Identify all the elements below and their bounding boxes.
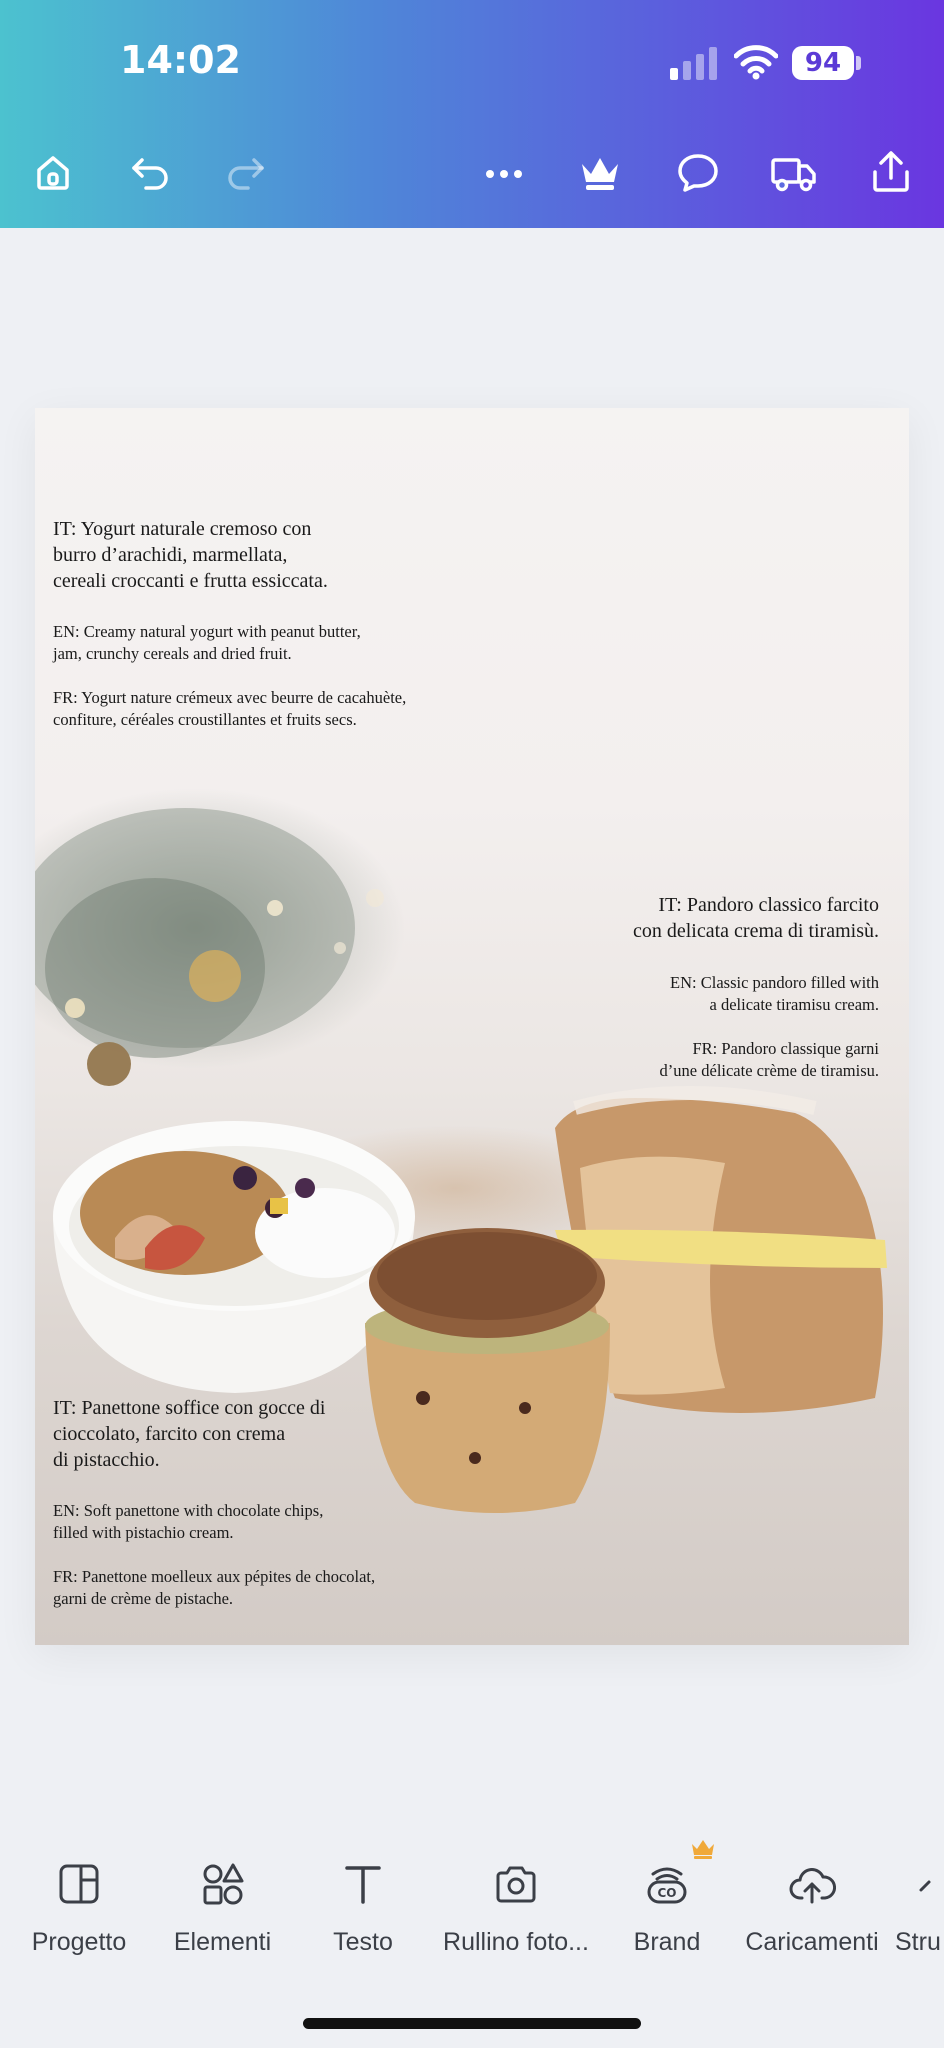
comment-icon bbox=[674, 148, 722, 196]
cellular-signal-icon bbox=[668, 46, 720, 80]
tool-testo[interactable] bbox=[318, 1860, 408, 1957]
truck-icon bbox=[770, 148, 818, 196]
tool-label-rullino-foto: Rullino foto... bbox=[443, 1928, 589, 1956]
pine-branch-decoration bbox=[35, 808, 384, 1086]
yogurt-description-it[interactable]: IT: Yogurt naturale cremoso con burro d’arachidi, marmellata, cereali croccanti e frutta essiccata. bbox=[53, 518, 328, 592]
tool-brand[interactable] bbox=[620, 1860, 714, 1957]
home-button[interactable] bbox=[29, 148, 77, 196]
wifi-icon bbox=[734, 42, 778, 80]
panettone-description-it[interactable]: IT: Panettone soffice con gocce di cioccolato, farcito con crema di pistacchio. bbox=[53, 1397, 326, 1471]
tool-label-testo: Testo bbox=[333, 1928, 393, 1956]
tool-label-elementi: Elementi bbox=[173, 1928, 272, 1956]
share-button[interactable] bbox=[867, 148, 915, 196]
more-options-button[interactable] bbox=[480, 148, 528, 196]
upload-cloud-icon bbox=[788, 1860, 836, 1908]
yogurt-bowl bbox=[53, 1121, 415, 1393]
home-icon bbox=[29, 148, 77, 196]
home-indicator bbox=[303, 2018, 641, 2029]
tool-elementi[interactable] bbox=[160, 1860, 285, 1957]
design-canvas-page[interactable] bbox=[35, 408, 909, 1645]
pro-crown-badge-icon bbox=[690, 1838, 716, 1860]
undo-button[interactable] bbox=[126, 148, 174, 196]
tools-icon bbox=[915, 1860, 944, 1908]
comments-button[interactable] bbox=[674, 148, 722, 196]
tool-rullino-foto[interactable] bbox=[434, 1860, 598, 1957]
status-time: 14:02 bbox=[120, 38, 241, 82]
crown-icon bbox=[576, 148, 624, 196]
brand-icon bbox=[643, 1860, 691, 1908]
redo-icon bbox=[222, 148, 270, 196]
tool-caricamenti[interactable] bbox=[738, 1860, 886, 1957]
yogurt-description-fr[interactable]: FR: Yogurt nature crémeux avec beurre de cacahuète, confiture, céréales croustillantes et fruits secs. bbox=[53, 688, 407, 729]
undo-icon bbox=[126, 148, 174, 196]
shapes-icon bbox=[199, 1860, 247, 1908]
battery-level: 94 bbox=[792, 46, 854, 80]
tool-label-brand: Brand bbox=[633, 1928, 701, 1956]
tool-strumenti[interactable] bbox=[895, 1860, 944, 1957]
tool-label-progetto: Progetto bbox=[31, 1928, 127, 1956]
svg-text:CO: CO bbox=[657, 1886, 677, 1900]
text-icon bbox=[339, 1860, 387, 1908]
print-delivery-button[interactable] bbox=[770, 148, 818, 196]
more-icon bbox=[480, 148, 528, 196]
pandoro-description-it[interactable]: IT: Pandoro classico farcito con delicata crema di tiramisù. bbox=[632, 894, 879, 942]
camera-icon bbox=[492, 1860, 540, 1908]
tool-label-caricamenti: Caricamenti bbox=[745, 1928, 879, 1956]
panettone-cake bbox=[365, 1228, 610, 1513]
layout-icon bbox=[55, 1860, 103, 1908]
battery-nub bbox=[856, 56, 861, 70]
pro-button[interactable] bbox=[576, 148, 624, 196]
editor-top-bar bbox=[0, 0, 944, 228]
panettone-description-en[interactable]: EN: Soft panettone with chocolate chips, filled with pistachio cream. bbox=[53, 1501, 324, 1542]
pandoro-description-fr[interactable]: FR: Pandoro classique garni d’une délicate crème de tiramisu. bbox=[659, 1039, 879, 1080]
pandoro-description-en[interactable]: EN: Classic pandoro filled with a delicate tiramisu cream. bbox=[670, 973, 879, 1014]
redo-button[interactable] bbox=[222, 148, 270, 196]
tool-label-strumenti: Stru bbox=[895, 1928, 941, 1956]
tool-progetto[interactable] bbox=[20, 1860, 138, 1957]
yogurt-description-en[interactable]: EN: Creamy natural yogurt with peanut butter, jam, crunchy cereals and dried fruit. bbox=[53, 622, 361, 663]
share-icon bbox=[867, 148, 915, 196]
panettone-description-fr[interactable]: FR: Panettone moelleux aux pépites de chocolat, garni de crème de pistache. bbox=[53, 1567, 376, 1608]
